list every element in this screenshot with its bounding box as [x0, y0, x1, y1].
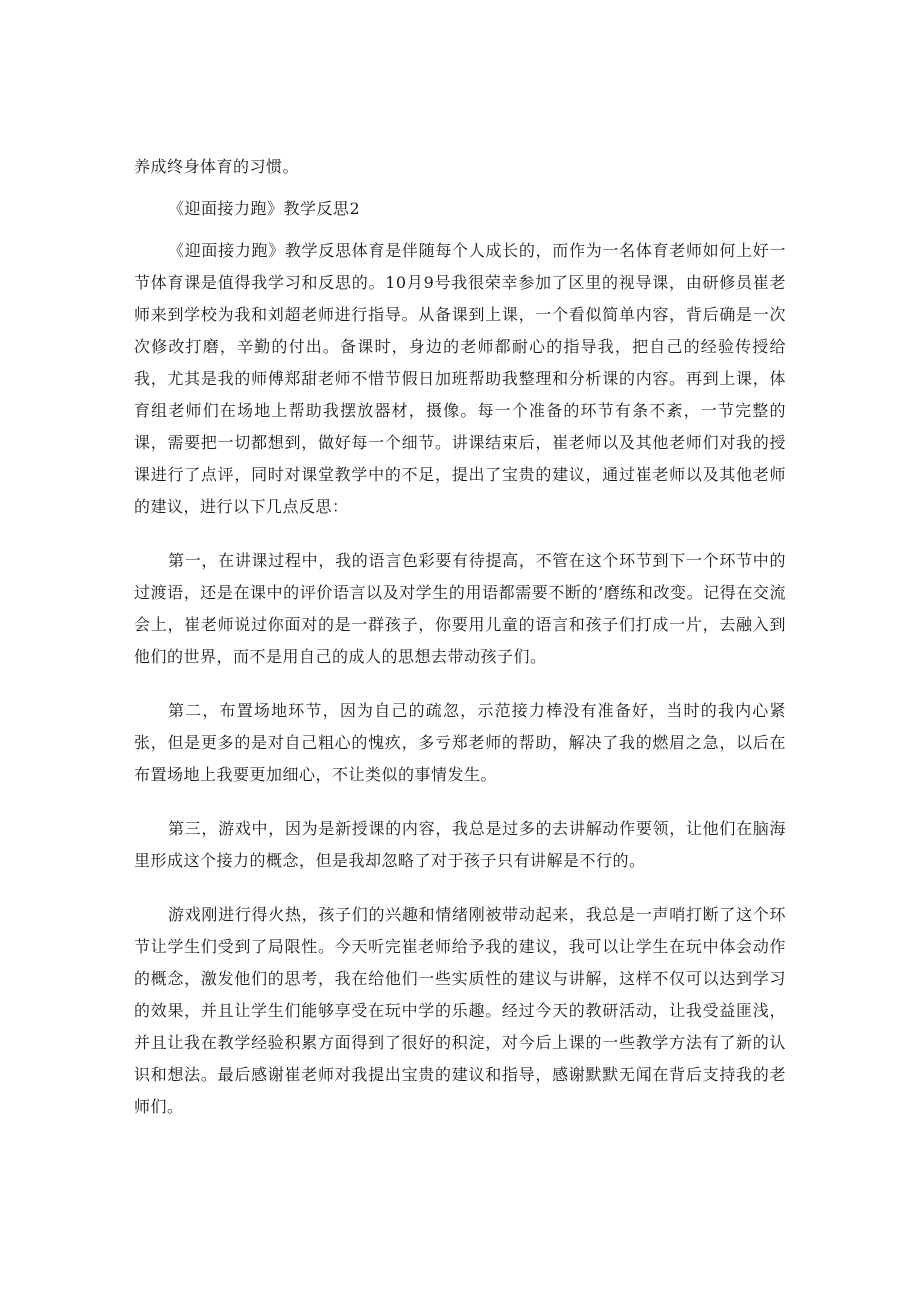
paragraph-second-reflection: 第二，布置场地环节，因为自己的疏忽，示范接力棒没有准备好，当时的我内心紧张，但是更多的是对自己粗心的愧疚，多亏郑老师的帮助，解决了我的燃眉之急，以后在布置场地上我要更加细心，不让类似的事情发生。: [134, 701, 786, 784]
paragraph-conclusion: 游戏刚进行得火热，孩子们的兴趣和情绪刚被带动起来，我总是一声哨打断了这个环节让学生们受到了局限性。今天听完崔老师给予我的建议，我可以让学生在玩中体会动作的概念，激发他们的思考，我在给他们一些实质性的建议与讲解，这样不仅可以达到学习的效果，并且让学生们能够享受在玩中学的乐趣。经过今天的教研活动，让我受益匪浅，并且让我在教学经验积累方面得到了很好的积淀，对今后上课的一些教学方法有了新的认识和想法。最后感谢崔老师对我提出宝贵的建议和指导，感谢默默无闻在背后支持我的老师们。: [134, 905, 786, 1116]
paragraph-intro: 《迎面接力跑》教学反思体育是伴随每个人成长的，而作为一名体育老师如何上好一节体育课是值得我学习和反思的。10月9号我很荣幸参加了区里的视导课，由研修员崔老师来到学校为我和刘超老师进行指导。从备课到上课，一个看似简单内容，背后确是一次次修改打磨，辛勤的付出。备课时，身边的老师都耐心的指导我，把自己的经验传授给我，尤其是我的师傅郑甜老师不惜节假日加班帮助我整理和分析课的内容。再到上课，体育组老师们在场地上帮助我摆放器材，摄像。每一个准备的环节有条不紊，一节完整的课，需要把一切都想到，做好每一个细节。讲课结束后，崔老师以及其他老师们对我的授课进行了点评，同时对课堂教学中的不足，提出了宝贵的建议，通过崔老师以及其他老师的建议，进行以下几点反思：: [134, 241, 786, 516]
paragraph-third-reflection: 第三，游戏中，因为是新授课的内容，我总是过多的去讲解动作要领，让他们在脑海里形成这个接力的概念，但是我却忽略了对于孩子只有讲解是不行的。: [134, 819, 786, 870]
document-body: [134, 151, 786, 1123]
paragraph-first-reflection: 第一，在讲课过程中，我的语言色彩要有待提高，不管在这个环节到下一个环节中的过渡语，还是在课中的评价语言以及对学生的用语都需要不断的’磨练和改变。记得在交流会上，崔老师说过你面对的是一群孩子，你要用儿童的语言和孩子们打成一片，去融入到他们的世界，而不是用自己的成人的思想去带动孩子们。: [134, 551, 786, 666]
paragraph-closing-line: 养成终身体育的习惯。: [134, 157, 300, 176]
section-heading: 《迎面接力跑》教学反思2: [168, 199, 361, 218]
